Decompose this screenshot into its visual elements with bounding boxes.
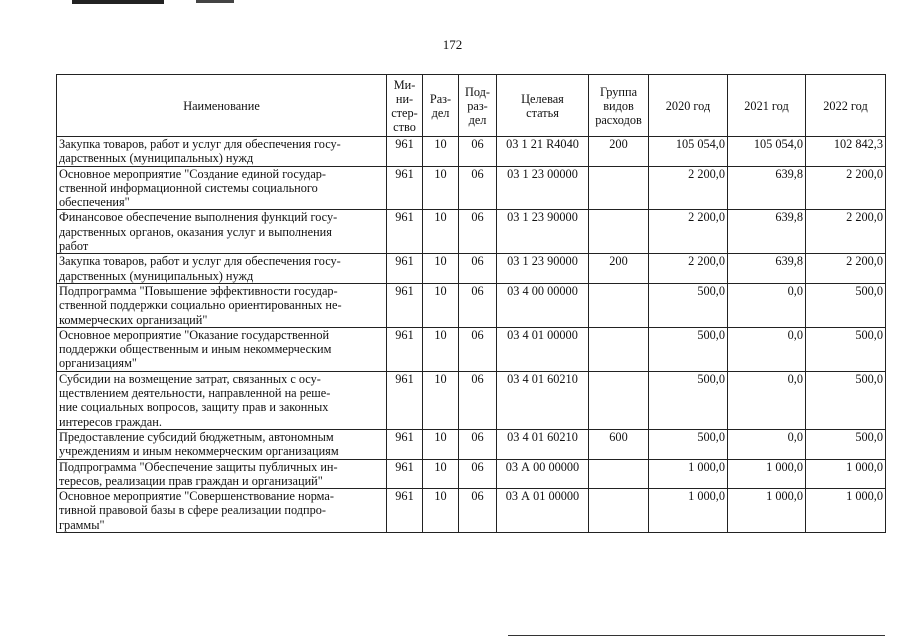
budget-table	[56, 74, 886, 533]
cell-name	[57, 371, 387, 429]
cell-subsection: 06	[459, 327, 497, 371]
cell-name	[57, 254, 387, 284]
cell-name-line: Финансовое обеспечение выполнения функций госу-	[59, 210, 338, 225]
cell-2022: 1 000,0	[806, 459, 886, 489]
cell-name-line: Подпрограмма "Повышение эффективности государ-	[59, 283, 338, 298]
cell-name-line: Подпрограмма "Обеспечение защиты публичных ин-	[59, 459, 338, 474]
cell-2021: 1 000,0	[728, 489, 806, 533]
cell-name-line: Субсидии на возмещение затрат, связанных с осу-	[59, 371, 321, 386]
cell-name-line: организациям"	[59, 356, 137, 371]
cell-name	[57, 283, 387, 327]
cell-subsection: 06	[459, 283, 497, 327]
cell-2021: 639,8	[728, 254, 806, 284]
cell-name	[57, 166, 387, 210]
cell-expense-group	[589, 210, 649, 254]
cell-name-line: Предоставление субсидий бюджетным, автономным	[59, 429, 334, 444]
header-line: дел	[468, 112, 487, 127]
cell-2022: 500,0	[806, 283, 886, 327]
cell-name-line: граммы"	[59, 517, 105, 532]
cell-expense-group	[589, 459, 649, 489]
cell-name-line: учреждениям и иным некоммерческим организациям	[59, 444, 339, 459]
cell-target: 03 1 21 R4040	[497, 137, 589, 167]
cell-2021: 105 054,0	[728, 137, 806, 167]
cell-target: 03 4 01 60210	[497, 429, 589, 459]
cell-2022: 500,0	[806, 371, 886, 429]
header-line: статья	[526, 105, 559, 120]
cell-2020: 2 200,0	[649, 166, 728, 210]
header-target	[497, 75, 589, 137]
cell-name-line: Закупка товаров, работ и услуг для обеспечения госу-	[59, 137, 341, 151]
cell-name-line: обеспечения"	[59, 195, 130, 210]
cell-2021: 0,0	[728, 283, 806, 327]
table-row	[57, 137, 886, 167]
header-2020: 2020 год	[649, 75, 728, 137]
cell-name-line: тивной правовой базы в сфере реализации подпро-	[59, 503, 327, 518]
header-line: стер-	[391, 105, 418, 120]
header-section	[423, 75, 459, 137]
header-line: видов	[603, 98, 634, 113]
table-row	[57, 166, 886, 210]
table-row	[57, 210, 886, 254]
cell-name-line: ственной поддержки социально ориентированных не-	[59, 298, 342, 313]
cell-subsection: 06	[459, 166, 497, 210]
cell-name-line: работ	[59, 239, 89, 254]
cell-2020: 1 000,0	[649, 489, 728, 533]
header-line: дел	[431, 105, 450, 120]
cell-name-line: дарственных органов, оказания услуг и выполнения	[59, 224, 332, 239]
cell-2022: 500,0	[806, 327, 886, 371]
cell-2020: 500,0	[649, 327, 728, 371]
table-row	[57, 254, 886, 284]
cell-name-line: Основное мероприятие "Совершенствование норма-	[59, 489, 334, 504]
cell-name	[57, 210, 387, 254]
cell-expense-group	[589, 327, 649, 371]
cell-2020: 500,0	[649, 429, 728, 459]
table-body	[57, 137, 886, 533]
cell-ministry: 961	[387, 137, 423, 167]
cell-name-line: интересов граждан.	[59, 414, 162, 429]
header-line: Ми-	[393, 77, 416, 92]
header-line: ство	[393, 119, 416, 134]
cell-name-line: Основное мероприятие "Создание единой государ-	[59, 166, 327, 181]
cell-expense-group	[589, 371, 649, 429]
cell-expense-group	[589, 283, 649, 327]
cell-section: 10	[423, 429, 459, 459]
cell-2021: 639,8	[728, 210, 806, 254]
cell-ministry: 961	[387, 327, 423, 371]
cell-ministry: 961	[387, 459, 423, 489]
cell-target: 03 А 00 00000	[497, 459, 589, 489]
cell-name	[57, 137, 387, 167]
cell-2022: 102 842,3	[806, 137, 886, 167]
header-expense-group	[589, 75, 649, 137]
cell-subsection: 06	[459, 137, 497, 167]
cell-name-line: тересов, реализации прав граждан и организаций"	[59, 473, 323, 488]
cell-expense-group	[589, 489, 649, 533]
cell-name-line: Закупка товаров, работ и услуг для обеспечения госу-	[59, 254, 341, 269]
cell-expense-group	[589, 166, 649, 210]
cell-section: 10	[423, 371, 459, 429]
cell-expense-group: 600	[589, 429, 649, 459]
cell-2020: 500,0	[649, 371, 728, 429]
table-row	[57, 459, 886, 489]
cell-2022: 2 200,0	[806, 254, 886, 284]
header-line: расходов	[595, 112, 642, 127]
table-row	[57, 429, 886, 459]
cell-name-line: Основное мероприятие "Оказание государственной	[59, 327, 330, 342]
cell-ministry: 961	[387, 283, 423, 327]
cell-target: 03 А 01 00000	[497, 489, 589, 533]
header-line: ни-	[395, 91, 414, 106]
cell-ministry: 961	[387, 254, 423, 284]
cell-name-line: поддержки общественным и иным некоммерческим	[59, 342, 332, 357]
cell-name	[57, 429, 387, 459]
cell-section: 10	[423, 254, 459, 284]
cell-2022: 2 200,0	[806, 210, 886, 254]
cell-section: 10	[423, 489, 459, 533]
cell-subsection: 06	[459, 489, 497, 533]
cell-name-line: дарственных (муниципальных) нужд	[59, 151, 254, 166]
cell-2022: 1 000,0	[806, 489, 886, 533]
cell-section: 10	[423, 327, 459, 371]
cell-ministry: 961	[387, 429, 423, 459]
cell-ministry: 961	[387, 489, 423, 533]
page-number: 172	[442, 37, 463, 52]
table-row	[57, 283, 886, 327]
cell-subsection: 06	[459, 210, 497, 254]
cell-section: 10	[423, 210, 459, 254]
cell-2021: 639,8	[728, 166, 806, 210]
cell-target: 03 4 01 00000	[497, 327, 589, 371]
header-line: Целевая	[521, 91, 564, 106]
cell-target: 03 4 00 00000	[497, 283, 589, 327]
header-ministry	[387, 75, 423, 137]
header-name: Наименование	[57, 75, 387, 137]
table-header-row	[57, 75, 886, 137]
header-line: Под-	[464, 84, 491, 99]
cell-section: 10	[423, 459, 459, 489]
cell-2020: 1 000,0	[649, 459, 728, 489]
cell-2021: 0,0	[728, 371, 806, 429]
table-row	[57, 327, 886, 371]
cell-name-line: дарственных (муниципальных) нужд	[59, 268, 254, 283]
cell-subsection: 06	[459, 254, 497, 284]
cell-ministry: 961	[387, 210, 423, 254]
cell-section: 10	[423, 166, 459, 210]
cell-2020: 105 054,0	[649, 137, 728, 167]
cell-ministry: 961	[387, 371, 423, 429]
cell-2021: 0,0	[728, 327, 806, 371]
header-2021: 2021 год	[728, 75, 806, 137]
cell-name	[57, 489, 387, 533]
cell-2021: 1 000,0	[728, 459, 806, 489]
header-2022: 2022 год	[806, 75, 886, 137]
cell-2020: 2 200,0	[649, 210, 728, 254]
cell-2022: 2 200,0	[806, 166, 886, 210]
header-subsection	[459, 75, 497, 137]
cell-name-line: ние социальных вопросов, защиту прав и законных	[59, 400, 329, 415]
cell-target: 03 4 01 60210	[497, 371, 589, 429]
header-line: Группа	[599, 84, 638, 99]
cell-name-line: коммерческих организаций"	[59, 312, 208, 327]
table-row	[57, 489, 886, 533]
cell-ministry: 961	[387, 166, 423, 210]
scan-artifact	[72, 0, 164, 4]
cell-name-line: ственной информационной системы социального	[59, 180, 318, 195]
cell-target: 03 1 23 00000	[497, 166, 589, 210]
cell-2020: 500,0	[649, 283, 728, 327]
table-row	[57, 371, 886, 429]
header-line: раз-	[467, 98, 488, 113]
cell-subsection: 06	[459, 371, 497, 429]
footer-rule	[508, 635, 885, 636]
cell-expense-group: 200	[589, 137, 649, 167]
cell-subsection: 06	[459, 429, 497, 459]
cell-2022: 500,0	[806, 429, 886, 459]
cell-expense-group: 200	[589, 254, 649, 284]
scan-artifact	[196, 0, 234, 3]
cell-2020: 2 200,0	[649, 254, 728, 284]
cell-2021: 0,0	[728, 429, 806, 459]
cell-name	[57, 327, 387, 371]
cell-section: 10	[423, 283, 459, 327]
cell-name	[57, 459, 387, 489]
header-line: Раз-	[429, 91, 452, 106]
cell-target: 03 1 23 90000	[497, 254, 589, 284]
cell-subsection: 06	[459, 459, 497, 489]
cell-target: 03 1 23 90000	[497, 210, 589, 254]
cell-name-line: ществлением деятельности, направленной на реше-	[59, 386, 331, 401]
cell-section: 10	[423, 137, 459, 167]
